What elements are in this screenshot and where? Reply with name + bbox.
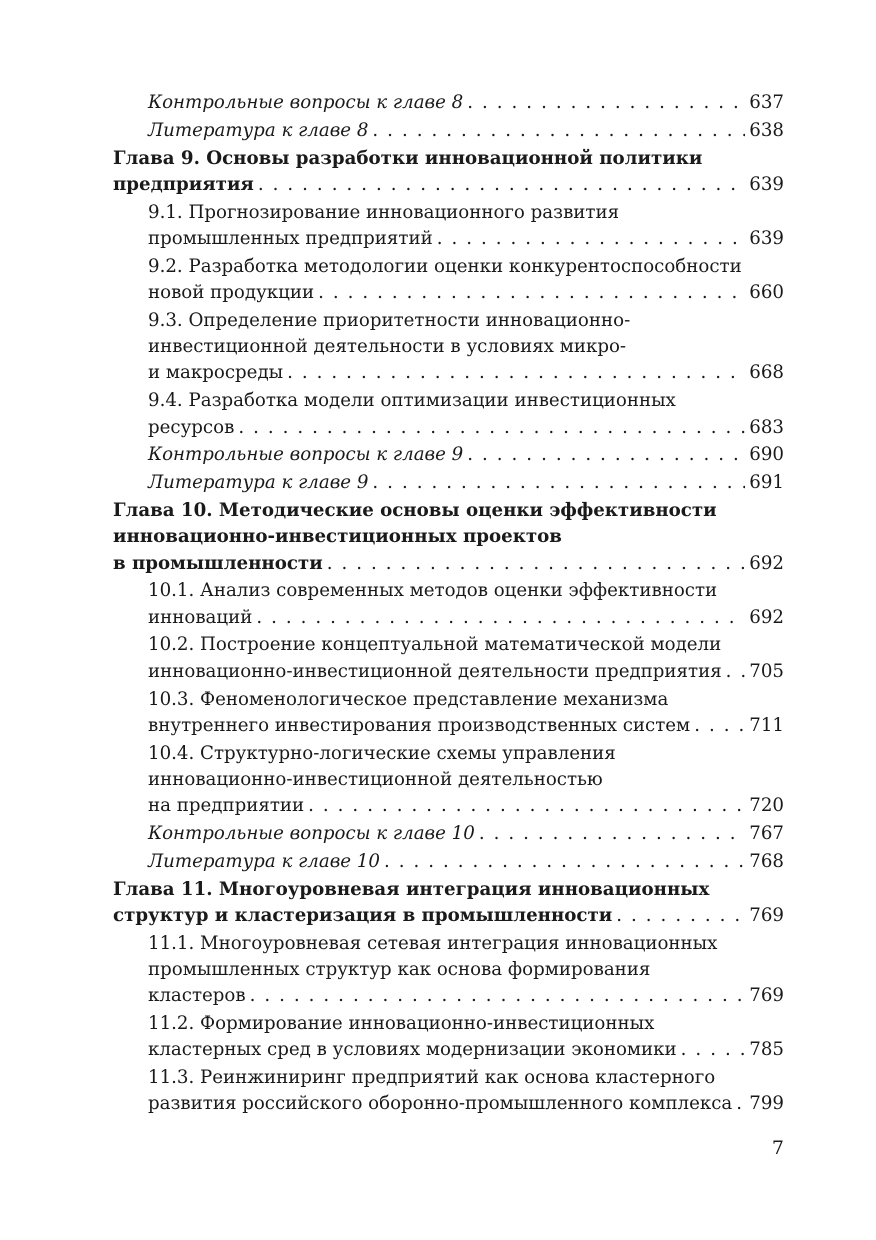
toc-entry-title-line: кластеров	[148, 985, 246, 1007]
toc-entry-section	[0, 1011, 876, 1064]
toc-entry-title-line: 9.3. Определение приоритетности инновационно-	[148, 309, 631, 331]
toc-entry-meta	[0, 90, 876, 116]
dot-leader	[736, 1091, 745, 1117]
toc-entry-title-line: Литература к главе 8	[148, 119, 369, 141]
toc-entry-title-line: развития российского оборонно-промышленного комплекса	[148, 1093, 733, 1115]
toc-entry-last-line	[148, 360, 784, 386]
toc-entry-last-line	[148, 226, 784, 252]
dot-leader	[467, 90, 745, 116]
dot-leader	[256, 605, 745, 631]
dot-leader	[616, 903, 745, 929]
dot-leader	[479, 821, 745, 847]
toc-entry-title-line: 9.1. Прогнозирование инновационного развития	[148, 201, 620, 223]
dot-leader	[287, 360, 745, 386]
toc-entry-chapter	[0, 498, 876, 577]
toc-entry-page: 637	[749, 92, 784, 113]
toc-entry-title-line: промышленных предприятий	[148, 227, 433, 249]
toc-entry-last-line	[148, 1091, 784, 1117]
toc-entry-section	[0, 931, 876, 1010]
dot-leader	[437, 226, 746, 252]
toc-entry-title-line: инновационно-инвестиционных проектов	[113, 526, 562, 548]
toc-entry-last-line	[148, 90, 784, 116]
toc-entry-last-line	[148, 793, 784, 819]
toc-entry-last-line	[113, 903, 784, 929]
toc-entry-meta	[0, 821, 876, 847]
dot-leader	[384, 849, 745, 875]
toc-entry-title-line: предприятия	[113, 173, 254, 195]
toc-entry-section	[0, 388, 876, 441]
toc-entry-page: 690	[749, 444, 784, 466]
dot-leader	[372, 118, 745, 144]
toc-entry-page: 768	[749, 850, 784, 872]
dot-leader	[372, 470, 745, 496]
toc-entry-title-line: на предприятии	[148, 795, 305, 817]
dot-leader	[308, 793, 745, 819]
toc-entry-last-line	[148, 605, 784, 631]
toc-entry-meta	[0, 442, 876, 468]
toc-entry-title-line: в промышленности	[113, 552, 323, 574]
toc-entry-last-line	[148, 659, 784, 685]
dot-leader	[681, 1037, 746, 1063]
toc-entry-chapter	[0, 146, 876, 199]
toc-entry-title-line: Глава 11. Многоуровневая интеграция инновационных	[113, 878, 710, 900]
toc-entry-page: 639	[749, 173, 784, 195]
toc-entry-title-line: 9.4. Разработка модели оптимизации инвестиционных	[148, 390, 676, 412]
toc-entry-title-line: Литература к главе 10	[148, 850, 380, 872]
toc-entry-page: 720	[749, 795, 784, 817]
dot-leader	[327, 551, 746, 577]
toc-entry-page: 683	[749, 416, 784, 438]
toc-entry-page: 799	[749, 1093, 784, 1115]
toc-entry-last-line	[148, 849, 784, 875]
toc-entry-meta	[0, 470, 876, 496]
toc-entry-title-line: 11.1. Многоуровневая сетевая интеграция инновационных	[148, 932, 718, 954]
toc-entry-page: 705	[749, 660, 784, 682]
toc-entry-section	[0, 578, 876, 631]
toc-entry-title-line: новой продукции	[148, 282, 315, 304]
toc-entry-section	[0, 741, 876, 820]
toc-entry-section	[0, 1065, 876, 1118]
toc-entry-last-line	[148, 470, 784, 496]
toc-entry-section	[0, 254, 876, 307]
toc-entry-section	[0, 632, 876, 685]
toc-entry-last-line	[148, 118, 784, 144]
table-of-contents	[0, 90, 876, 1119]
toc-entry-last-line	[113, 551, 784, 577]
toc-entry-page: 769	[749, 904, 784, 926]
toc-entry-title-line: Контрольные вопросы к главе 10	[148, 823, 475, 845]
toc-entry-chapter	[0, 877, 876, 930]
dot-leader	[694, 713, 745, 739]
toc-entry-meta	[0, 849, 876, 875]
toc-entry-page: 660	[749, 282, 784, 304]
toc-entry-title-line: 11.3. Реинжиниринг предприятий как основа кластерного	[148, 1067, 716, 1089]
toc-entry-title-line: инновационно-инвестиционной деятельности предприятия	[148, 660, 722, 682]
dot-leader	[258, 172, 745, 198]
toc-entry-title-line: и макросреды	[148, 362, 284, 384]
toc-entry-page: 769	[749, 985, 784, 1007]
toc-entry-page: 692	[749, 552, 784, 574]
toc-entry-title-line: Контрольные вопросы к главе 9	[148, 444, 464, 466]
toc-entry-page: 785	[749, 1039, 784, 1061]
toc-entry-title-line: 10.3. Феноменологическое представление механизма	[148, 688, 669, 710]
dot-leader	[238, 415, 745, 441]
toc-entry-title-line: 10.4. Структурно-логические схемы управления	[148, 742, 616, 764]
toc-entry-section	[0, 687, 876, 740]
toc-entry-section	[0, 200, 876, 253]
dot-leader	[467, 442, 745, 468]
toc-entry-last-line	[148, 713, 784, 739]
toc-entry-title-line: 11.2. Формирование инновационно-инвестиционных	[148, 1013, 655, 1035]
toc-entry-title-line: ресурсов	[148, 416, 235, 438]
toc-entry-title-line: Глава 9. Основы разработки инновационной политики	[113, 147, 703, 169]
toc-entry-last-line	[148, 442, 784, 468]
toc-entry-title-line: 10.2. Построение концептуальной математической модели	[148, 634, 722, 656]
toc-entry-title-line: инноваций	[148, 606, 253, 628]
toc-entry-title-line: 9.2. Разработка методологии оценки конкурентоспособности	[148, 255, 742, 277]
dot-leader	[250, 983, 746, 1009]
toc-entry-page: 668	[749, 362, 784, 384]
toc-entry-title-line: 10.1. Анализ современных методов оценки эффективности	[148, 580, 718, 602]
toc-entry-title-line: структур и кластеризация в промышленности	[113, 904, 613, 926]
toc-entry-meta	[0, 118, 876, 144]
toc-entry-page: 692	[749, 606, 784, 628]
toc-entry-title-line: Литература к главе 9	[148, 472, 369, 494]
toc-entry-page: 639	[749, 227, 784, 249]
toc-entry-title-line: инвестиционной деятельности в условиях микро-	[148, 336, 627, 358]
toc-entry-last-line	[113, 172, 784, 198]
toc-entry-last-line	[148, 280, 784, 306]
dot-leader	[318, 280, 745, 306]
toc-entry-last-line	[148, 1037, 784, 1063]
toc-entry-title-line: кластерных сред в условиях модернизации экономики	[148, 1039, 677, 1061]
toc-entry-last-line	[148, 415, 784, 441]
toc-entry-last-line	[148, 821, 784, 847]
toc-entry-last-line	[148, 983, 784, 1009]
page-number: 7	[771, 1137, 784, 1159]
toc-entry-section	[0, 308, 876, 387]
toc-entry-title-line: Глава 10. Методические основы оценки эффективности	[113, 499, 717, 521]
toc-entry-page: 691	[749, 472, 784, 494]
dot-leader	[726, 659, 746, 685]
toc-entry-page: 767	[749, 823, 784, 845]
toc-entry-page: 638	[749, 119, 784, 141]
toc-entry-title-line: промышленных структур как основа формирования	[148, 959, 651, 980]
toc-entry-page: 711	[749, 714, 784, 736]
toc-entry-title-line: Контрольные вопросы к главе 8	[148, 92, 464, 113]
toc-entry-title-line: инновационно-инвестиционной деятельностью	[148, 768, 603, 790]
toc-entry-title-line: внутреннего инвестирования производственных систем	[148, 714, 691, 736]
